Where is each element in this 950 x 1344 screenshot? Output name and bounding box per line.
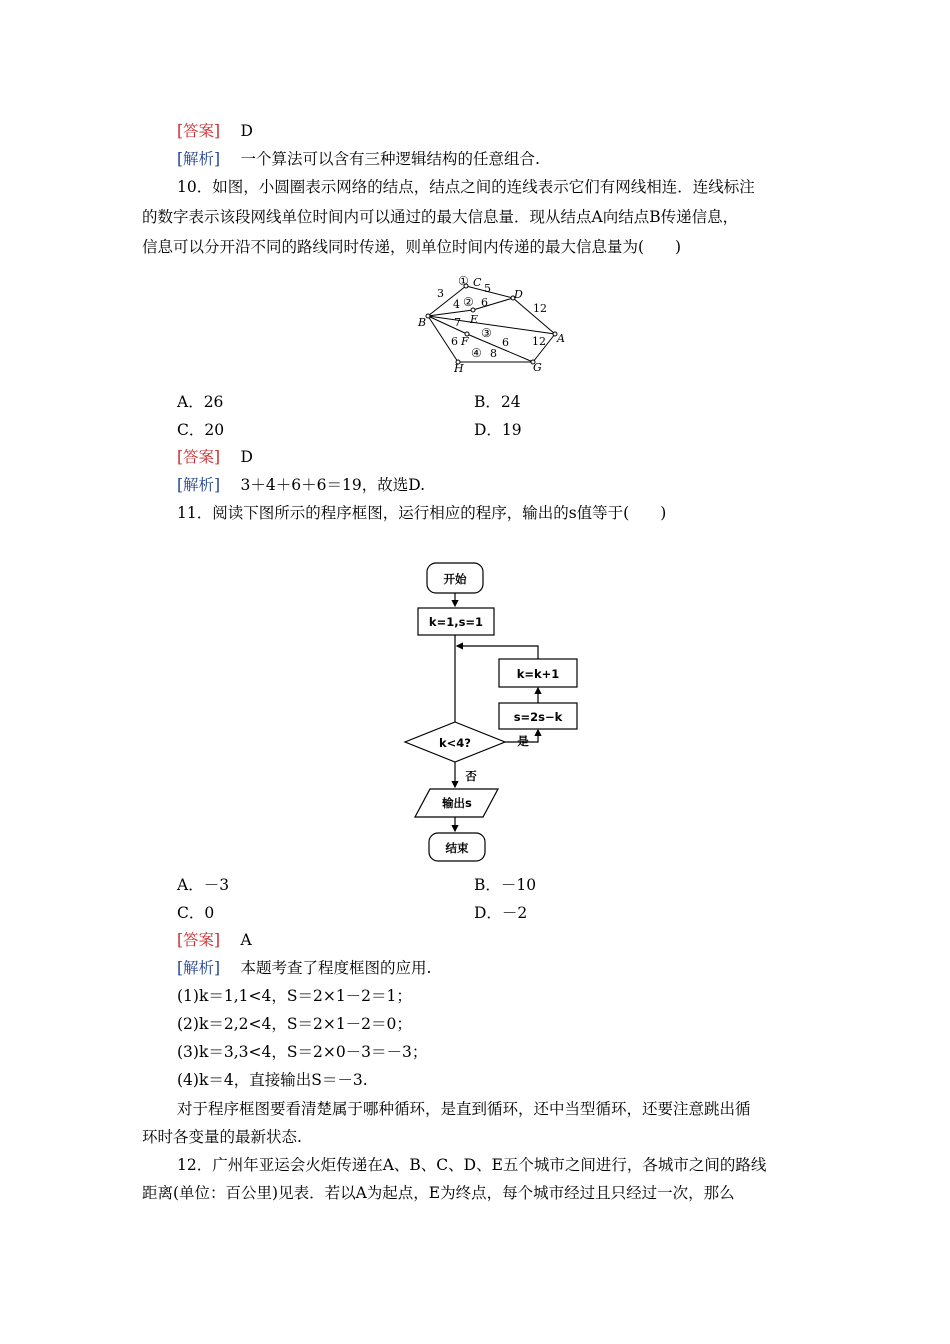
- q10-stem-line3: 信息可以分开沿不同的路线同时传递，则单位时间内传递的最大信息量为( ): [142, 238, 682, 256]
- answer-tag: [答案]: [177, 122, 221, 140]
- weight-b-e: 4: [453, 298, 460, 311]
- q9-answer: [177, 120, 253, 142]
- q11-option-c: C．0: [177, 904, 215, 922]
- q10-stem-line2: 的数字表示该段网线单位时间内可以通过的最大信息量．现从结点A向结点B传递信息，: [142, 208, 739, 226]
- q12-stem-line1: 12．广州年亚运会火炬传递在A、B、C、D、E五个城市之间进行，各城市之间的路线: [177, 1156, 767, 1174]
- edge-e-d: [473, 298, 513, 310]
- inc-label: k=k+1: [516, 667, 560, 681]
- q11-stem: 11．阅读下图所示的程序框图，运行相应的程序，输出的s值等于( ): [177, 504, 667, 522]
- q11-step-4: (4)k＝4，直接输出S＝－3.: [177, 1071, 368, 1089]
- q11-step-1: (1)k＝1,1<4，S＝2×1－2＝1；: [177, 987, 412, 1005]
- answer-tag: [答案]: [177, 448, 221, 466]
- weight-c-d: 5: [484, 282, 491, 295]
- label-e: E: [470, 313, 479, 326]
- analysis-tag: [解析]: [177, 150, 221, 168]
- weight-f-g: 6: [502, 336, 509, 349]
- q11-step-3: (3)k＝3,3<4，S＝2×0－3＝－3；: [177, 1043, 428, 1061]
- circled-4: ④: [471, 346, 482, 360]
- q11-analysis: [177, 957, 431, 979]
- q11-option-a: A．－3: [177, 876, 230, 894]
- answer-value: A: [240, 931, 252, 949]
- label-d: D: [514, 288, 523, 301]
- q10-option-d: D．19: [474, 421, 522, 439]
- q10-option-b: B．24: [474, 393, 521, 411]
- q10-analysis: [177, 474, 425, 496]
- answer-value: D: [240, 122, 253, 140]
- network-graph: [410, 268, 580, 378]
- q10-answer: [177, 446, 253, 468]
- no-label: 否: [465, 769, 477, 783]
- weight-b-f: 6: [451, 335, 458, 348]
- flowchart: [400, 560, 600, 870]
- analysis-text: 一个算法可以含有三种逻辑结构的任意组合.: [240, 150, 540, 168]
- node-b: [426, 314, 430, 318]
- update-label: s=2s−k: [513, 710, 563, 724]
- answer-tag: [答案]: [177, 931, 221, 949]
- q12-stem-line2: 距离(单位：百公里)见表．若以A为起点，E为终点，每个城市经过且只经过一次，那么: [142, 1184, 735, 1202]
- label-a: A: [557, 332, 565, 345]
- label-f: F: [461, 335, 469, 348]
- q11-note-line1: 对于程序框图要看清楚属于哪种循环，是直到循环，还中当型循环，还要注意跳出循: [177, 1100, 751, 1118]
- label-c: C: [473, 276, 482, 289]
- q11-answer: [177, 929, 252, 951]
- yes-label: 是: [517, 734, 529, 748]
- q9-analysis: [177, 148, 540, 170]
- condition-label: k<4?: [439, 736, 471, 750]
- circled-1: ①: [458, 274, 469, 288]
- label-g: G: [533, 361, 542, 374]
- label-h: H: [454, 362, 464, 375]
- start-label: 开始: [443, 572, 467, 586]
- analysis-text: 本题考查了程度框图的应用.: [240, 959, 432, 977]
- weight-h-g: 8: [490, 347, 497, 360]
- label-b: B: [418, 316, 427, 329]
- q10-stem-line1: 10．如图，小圆圈表示网络的结点，结点之间的连线表示它们有网线相连．连线标注: [177, 178, 755, 196]
- weight-d-a: 12: [533, 302, 547, 315]
- weight-b-c: 3: [437, 287, 444, 300]
- analysis-tag: [解析]: [177, 959, 221, 977]
- end-label: 结束: [445, 841, 469, 855]
- q11-step-2: (2)k＝2,2<4，S＝2×1－2＝0；: [177, 1015, 412, 1033]
- q11-option-b: B．－10: [474, 876, 537, 894]
- analysis-text: 3＋4＋6＋6＝19，故选D.: [240, 476, 426, 494]
- weight-b-a: 7: [454, 316, 461, 329]
- analysis-tag: [解析]: [177, 476, 221, 494]
- q10-option-a: A．26: [177, 393, 224, 411]
- q11-note-line2: 环时各变量的最新状态.: [142, 1128, 302, 1146]
- answer-value: D: [240, 448, 253, 466]
- circled-2: ②: [463, 295, 474, 309]
- q11-option-d: D．－2: [474, 904, 528, 922]
- output-label: 输出s: [442, 796, 472, 810]
- q10-option-c: C．20: [177, 421, 225, 439]
- weight-e-d: 6: [481, 296, 488, 309]
- circled-3: ③: [481, 326, 492, 340]
- weight-g-a: 12: [532, 335, 546, 348]
- init-label: k=1,s=1: [428, 615, 484, 629]
